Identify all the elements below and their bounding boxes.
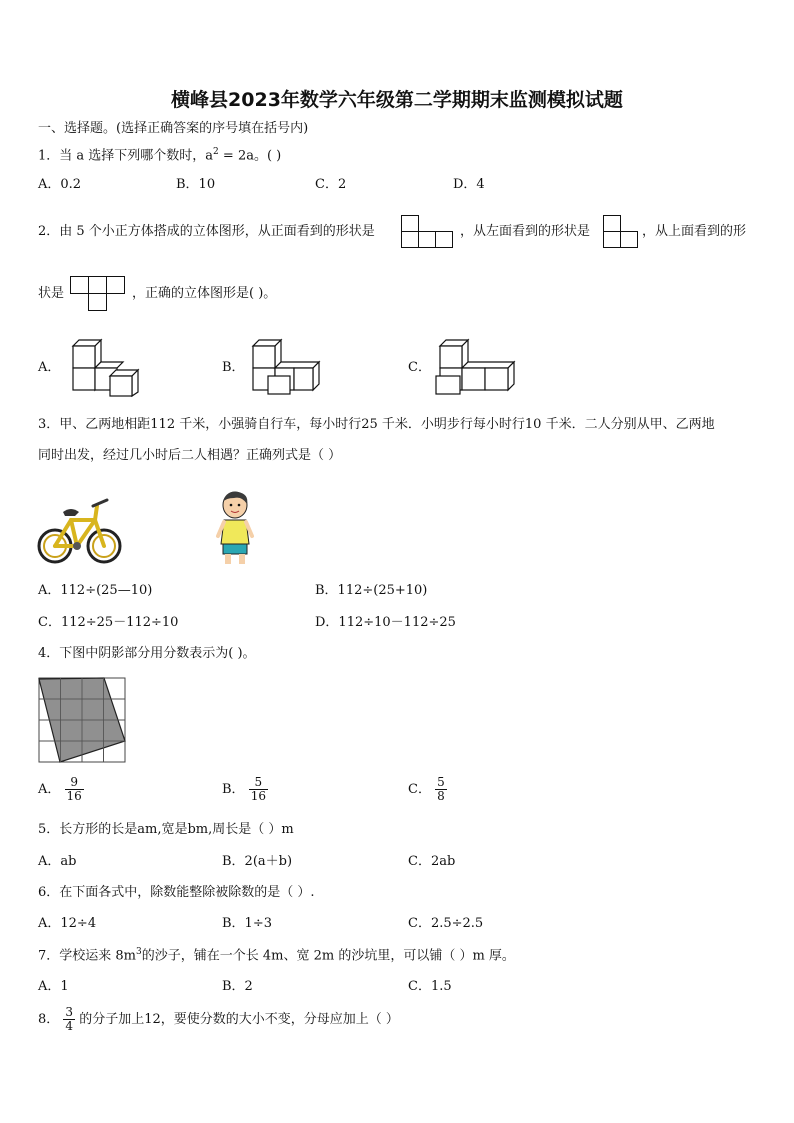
q7-option-a[interactable]: A．1 — [38, 979, 69, 994]
question-7-stem-pre: 7．学校运来 8m — [38, 948, 137, 964]
q4-option-b-denominator: 16 — [250, 789, 266, 804]
q4-option-c-denominator: 8 — [437, 789, 445, 804]
question-5-stem: 5．长方形的长是am,宽是bm,周长是（ ）m — [38, 822, 294, 837]
q4-option-a-label: A． — [38, 782, 61, 798]
q2-option-c[interactable]: C． — [408, 360, 431, 375]
question-1-stem-post: = 2a。( ) — [218, 148, 282, 164]
q6-option-b[interactable]: B．1÷3 — [222, 916, 272, 931]
bicycle-illustration — [37, 494, 123, 568]
question-1 — [38, 148, 281, 162]
q5-option-c[interactable]: C．2ab — [408, 854, 456, 869]
q4-option-a-numerator: 9 — [70, 775, 78, 789]
question-1-stem-pre: 1．当 a 选择下列哪个数时，a — [38, 148, 214, 164]
question-7-stem-post: 的沙子，铺在一个长 4m、宽 2m 的沙坑里，可以铺（ ）m 厚。 — [141, 948, 515, 964]
q4-option-a[interactable] — [38, 776, 84, 803]
q5-option-b[interactable]: B．2(a＋b) — [222, 854, 293, 869]
q7-option-b[interactable]: B．2 — [222, 979, 253, 994]
q2-option-b-cubes — [250, 338, 324, 396]
q4-option-b-label: B． — [222, 782, 245, 798]
q2-option-c-cubes — [435, 338, 519, 396]
q2-option-b[interactable]: B． — [222, 360, 245, 375]
left-view-figure — [603, 215, 639, 249]
boy-illustration — [216, 490, 256, 568]
page-title: 横峰县2023年数学六年级第二学期期末监测模拟试题 — [171, 89, 623, 111]
q6-option-c[interactable]: C．2.5÷2.5 — [408, 916, 484, 931]
front-view-figure — [401, 215, 455, 249]
question-7 — [38, 948, 515, 962]
question-8 — [38, 1006, 399, 1033]
question-3-line2: 同时出发，经过几小时后二人相遇？正确列式是（ ） — [38, 448, 342, 463]
q5-option-a[interactable]: A．ab — [38, 854, 77, 869]
q4-option-b[interactable] — [222, 776, 268, 803]
q4-option-c-fraction — [435, 776, 447, 803]
q2-option-a-cubes — [70, 338, 150, 396]
shaded-square-grid-figure — [38, 677, 128, 763]
q2-option-a[interactable]: A． — [38, 360, 61, 375]
q1-option-b[interactable]: B．10 — [176, 177, 216, 192]
question-8-denominator: 4 — [65, 1019, 74, 1034]
question-6-stem: 6．在下面各式中，除数能整除被除数的是（ ）. — [38, 885, 315, 900]
question-8-numerator: 3 — [65, 1005, 74, 1019]
q3-option-d[interactable]: D．112÷10－112÷25 — [315, 615, 456, 630]
question-2-line1-c: ，从上面看到的形 — [642, 224, 747, 239]
question-8-fraction — [63, 1006, 75, 1033]
question-8-stem: 的分子加上12，要使分数的大小不变，分母应加上（ ） — [79, 1012, 399, 1028]
q1-option-a[interactable]: A．0.2 — [38, 177, 82, 192]
question-7-exponent: 3 — [136, 947, 142, 957]
question-8-label: 8． — [38, 1012, 60, 1028]
question-2-line2-a: 状是 — [38, 286, 65, 301]
q6-option-a[interactable]: A．12÷4 — [38, 916, 97, 931]
question-1-exponent: 2 — [213, 147, 219, 157]
q4-option-c-label: C． — [408, 782, 431, 798]
q3-option-b[interactable]: B．112÷(25+10) — [315, 583, 428, 598]
q3-option-c[interactable]: C．112÷25－112÷10 — [38, 615, 179, 630]
q4-option-c[interactable] — [408, 776, 447, 803]
q4-option-b-numerator: 5 — [254, 775, 263, 789]
q1-option-d[interactable]: D．4 — [453, 177, 485, 192]
q7-option-c[interactable]: C．1.5 — [408, 979, 452, 994]
q4-option-b-fraction — [249, 776, 268, 803]
question-2-line1-b: ，从左面看到的形状是 — [460, 224, 591, 239]
q4-option-a-fraction — [65, 776, 84, 803]
q3-option-a[interactable]: A．112÷(25—10) — [38, 583, 153, 598]
q1-option-c[interactable]: C．2 — [315, 177, 347, 192]
question-3-line1: 3．甲、乙两地相距112 千米，小强骑自行车，每小时行25 千米．小明步行每小时行10 千米．二人分别从甲、乙两地 — [38, 417, 715, 432]
question-2-line2-b: ，正确的立体图形是( )。 — [132, 286, 277, 301]
q4-option-c-numerator: 5 — [437, 775, 445, 789]
top-view-figure — [70, 276, 126, 312]
section-heading: 一、选择题。(选择正确答案的序号填在括号内) — [38, 121, 309, 136]
question-2-line1-a: 2．由 5 个小正方体搭成的立体图形，从正面看到的形状是 — [38, 224, 375, 239]
question-4-stem: 4．下图中阴影部分用分数表示为( )。 — [38, 646, 256, 661]
q4-option-a-denominator: 16 — [66, 789, 82, 804]
